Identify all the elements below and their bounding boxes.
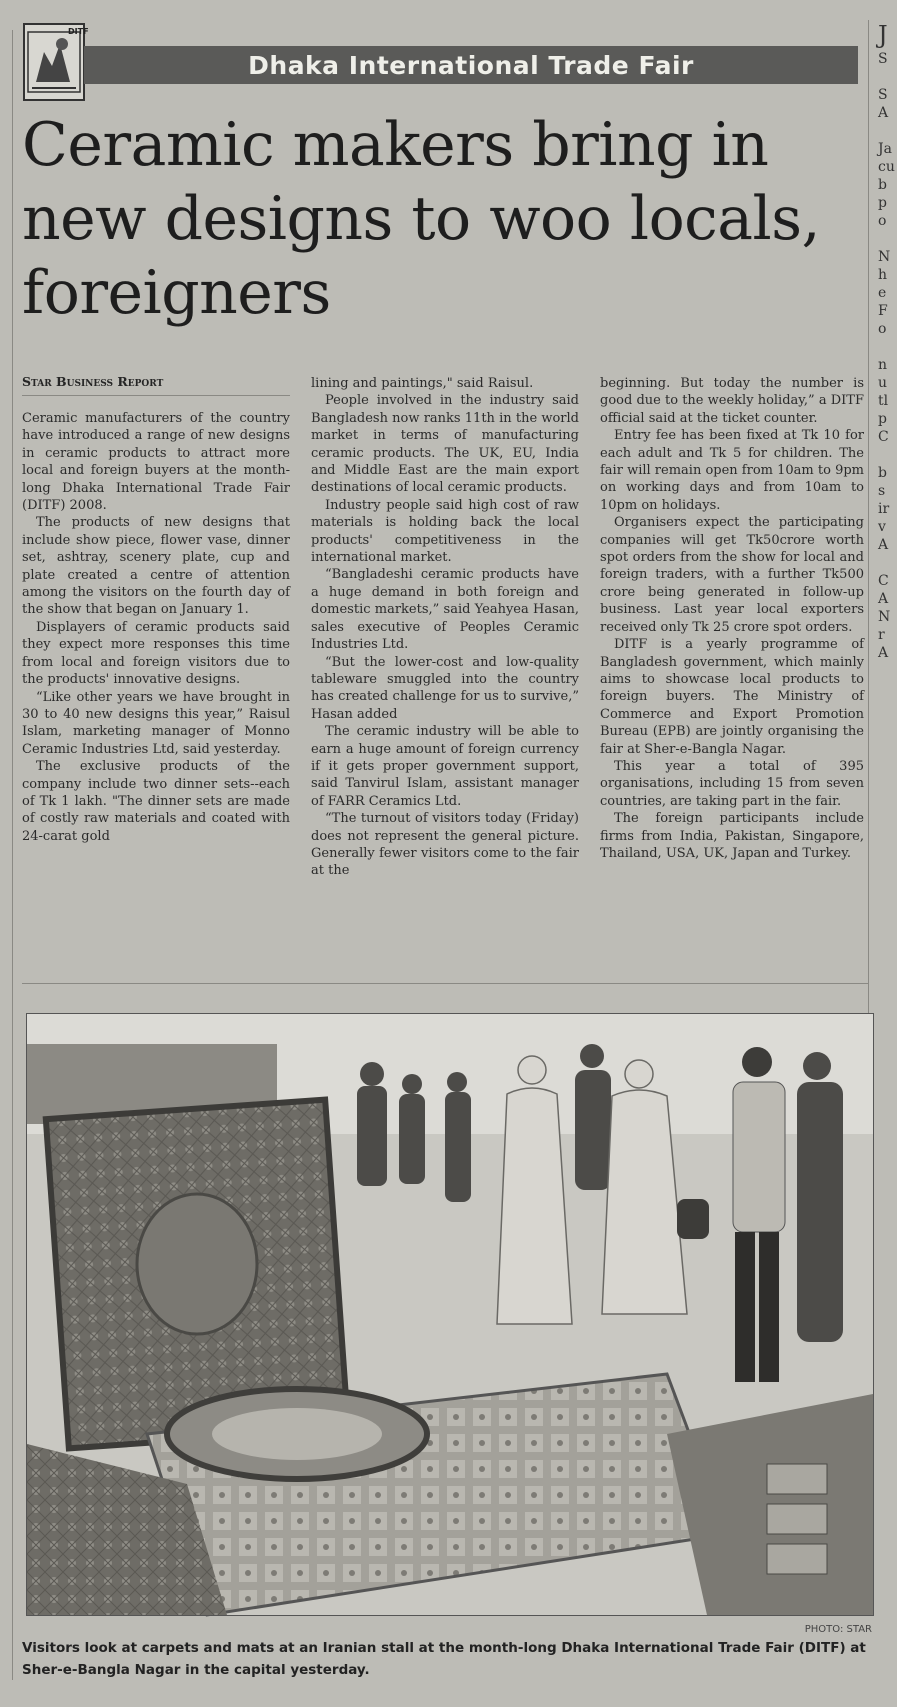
paragraph: The ceramic industry will be able to earn a huge amount of foreign currency if it gets proper government support, said Tanvirul Islam, assistant manager of FARR Ceramics Ltd. bbox=[311, 724, 579, 809]
edge-letter: Ja bbox=[878, 141, 892, 157]
paragraph: beginning. But today the number is good due to the weekly holiday,” a DITF official said at the ticket counter. bbox=[600, 376, 864, 426]
paragraph: The foreign participants include firms from India, Pakistan, Singapore, Thailand, USA, UK, Japan and Turkey. bbox=[600, 811, 864, 861]
edge-letter: p bbox=[878, 411, 887, 427]
edge-letter bbox=[878, 68, 897, 86]
edge-letter bbox=[878, 554, 897, 572]
edge-letter bbox=[878, 122, 897, 140]
photo-caption: Visitors look at carpets and mats at an Iranian stall at the month-long Dhaka International Trade Fair (DITF) at Sher-e-Bangla Nagar in the capital yesterday. bbox=[22, 1640, 866, 1678]
paragraph: “The turnout of visitors today (Friday) does not represent the general picture. Generally fewer visitors come to the fair at the bbox=[311, 811, 579, 879]
paragraph: This year a total of 395 organisations, including 15 from seven countries, are taking part in the fair. bbox=[600, 758, 864, 809]
paragraph: Organisers expect the participating companies will get Tk50crore worth spot orders from the show for local and foreign traders, with a further Tk500 crore being generated in follow-up business. Last year local exporters received only Tk 25 crore spot orders. bbox=[600, 515, 864, 635]
logo-text: DITF bbox=[68, 27, 89, 36]
edge-letter: A bbox=[878, 645, 889, 661]
edge-letter: b bbox=[878, 177, 887, 193]
section-banner: Dhaka International Trade Fair bbox=[84, 46, 858, 84]
edge-letter: C bbox=[878, 573, 889, 589]
edge-letter: e bbox=[878, 285, 887, 301]
edge-letter bbox=[878, 230, 897, 248]
edge-letter: F bbox=[878, 303, 888, 319]
edge-letter: n bbox=[878, 357, 888, 373]
edge-letter: h bbox=[878, 267, 888, 283]
byline: Star Business Report bbox=[22, 374, 290, 396]
paragraph: Industry people said high cost of raw materials is holding back the local products' competitiveness in the international market. bbox=[311, 497, 579, 566]
paragraph: People involved in the industry said Bangladesh now ranks 11th in the world market in terms of manufacturing ceramic products. The UK, EU, India and Middle East are the main export destinations of local ceramic products. bbox=[311, 393, 579, 496]
headline: Ceramic makers bring in new designs to woo locals, foreigners bbox=[22, 110, 821, 328]
edge-letter: A bbox=[878, 591, 889, 607]
column-rule-left bbox=[12, 30, 13, 1680]
paragraph: Ceramic manufacturers of the country have introduced a range of new designs in ceramic products to attract more local and foreign buyers at the month-long Dhaka International Trade Fair (DITF) 2008. bbox=[22, 411, 290, 514]
photo-credit: PHOTO: STAR bbox=[804, 1624, 872, 1635]
edge-letter: S bbox=[878, 87, 888, 103]
paragraph: The exclusive products of the company include two dinner sets--each of Tk 1 lakh. "The dinner sets are made of costly raw materials and coated with 24-carat gold bbox=[22, 759, 290, 844]
edge-letter bbox=[878, 338, 897, 356]
news-photo bbox=[26, 1013, 874, 1616]
paragraph: The products of new designs that include show piece, flower vase, dinner set, ashtray, scenery plate, cup and plate created a centre of attention among the visitors on the fourth day of the show that began on January 1. bbox=[22, 515, 290, 618]
paragraph: “But the lower-cost and low-quality tableware smuggled into the country has created challenge for us to survive,” Hasan added bbox=[311, 654, 579, 722]
edge-letter: ir bbox=[878, 501, 890, 517]
edge-letter: b bbox=[878, 465, 887, 481]
paragraph: DITF is a yearly programme of Bangladesh government, which mainly aims to showcase local products to foreign buyers. The Ministry of Commerce and Export Promotion Bureau (EPB) are jointly organising the fair at Sher-e-Bangla Nagar. bbox=[600, 637, 864, 757]
edge-letter: cu bbox=[878, 159, 895, 175]
section-divider bbox=[22, 983, 868, 984]
edge-letter: o bbox=[878, 321, 887, 337]
article-column-3 bbox=[600, 375, 864, 862]
edge-letter: r bbox=[878, 627, 885, 643]
edge-letter bbox=[878, 446, 897, 464]
edge-letter: J bbox=[878, 21, 888, 49]
edge-letter: N bbox=[878, 249, 891, 265]
ditf-logo-icon bbox=[22, 22, 89, 102]
paragraph: lining and paintings," said Raisul. bbox=[311, 376, 534, 391]
edge-letter: C bbox=[878, 429, 889, 445]
article-column-2 bbox=[311, 375, 579, 880]
edge-letter: p bbox=[878, 195, 887, 211]
edge-letter: s bbox=[878, 483, 886, 499]
article-column-1 bbox=[22, 410, 290, 845]
edge-letter: tl bbox=[878, 393, 889, 409]
edge-letter: A bbox=[878, 105, 889, 121]
edge-letter: A bbox=[878, 537, 889, 553]
paragraph: “Bangladeshi ceramic products have a huge demand in both foreign and domestic markets,” said Yeahyea Hasan, sales executive of Peoples Ceramic Industries Ltd. bbox=[311, 567, 579, 653]
edge-letter: u bbox=[878, 375, 888, 391]
edge-letter: N bbox=[878, 609, 891, 625]
adjacent-article-edge bbox=[878, 20, 897, 662]
edge-letter: o bbox=[878, 213, 887, 229]
paragraph: Entry fee has been fixed at Tk 10 for each adult and Tk 5 for children. The fair will remain open from 10am to 9pm on working days and from 10am to 10pm on holidays. bbox=[600, 428, 864, 513]
edge-letter: v bbox=[878, 519, 886, 535]
edge-letter: S bbox=[878, 51, 888, 67]
paragraph: “Like other years we have brought in 30 to 40 new designs this year,” Raisul Islam, marketing manager of Monno Ceramic Industries Ltd, said yesterday. bbox=[22, 689, 290, 757]
carpet-stall-photo-image bbox=[27, 1014, 873, 1615]
paragraph: Displayers of ceramic products said they expect more responses this time from local and foreign visitors due to the products' innovative designs. bbox=[22, 619, 290, 688]
